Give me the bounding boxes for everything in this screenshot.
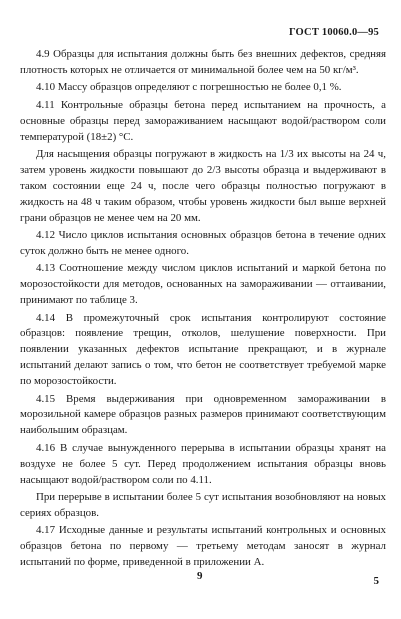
paragraph-4-15: 4.15 Время выдерживания при одновременном замораживании в морозильной камере образцов разных размеров принимают соответствующим наибольшим образцам.	[20, 392, 386, 437]
paragraph-4-13: 4.13 Соотношение между числом циклов испытаний и маркой бетона по морозостойкости для методов, основанных на замораживании — оттаивании, принимают по таблице 3.	[20, 262, 386, 307]
page-number-center: 9	[197, 570, 203, 582]
document-body	[20, 47, 386, 571]
paragraph-4-10: 4.10 Массу образцов определяют с погрешностью не более 0,1 %.	[36, 81, 342, 94]
page-number-right: 5	[373, 575, 379, 587]
paragraph-saturation: Для насыщения образцы погружают в жидкость на 1/3 их высоты на 24 ч, затем уровень жидкости повышают до 2/3 высоты образца и выдерживают в таком состоянии еще 24 ч, после чего образцы полностью погружают в жидкость на 48 ч таким образом, чтобы уровень жидкости был выше верхней грани образцов не менее чем на 20 мм.	[20, 147, 386, 224]
paragraph-4-14: 4.14 В промежуточный срок испытания контролируют состояние образцов: появление трещин, отколов, шелушение поверхности. При появлении указанных дефектов испытание прекращают, и в журнале испытаний делают запись о том, что бетон не соответствует требуемой марке по морозостойкости.	[20, 311, 386, 388]
paragraph-4-17: 4.17 Исходные данные и результаты испытаний контрольных и основных образцов бетона по первому — третьему методам заносят в журнал испытаний по форме, приведенной в приложении А.	[20, 524, 386, 569]
paragraph-4-12: 4.12 Число циклов испытания основных образцов бетона в течение одних суток должно быть не менее одного.	[20, 228, 386, 257]
paragraph-4-9: 4.9 Образцы для испытания должны быть без внешних дефектов, средняя плотность которых не отличается от минимальной более чем на 50 кг/м³.	[20, 48, 386, 76]
standard-header: ГОСТ 10060.0—95	[288, 27, 379, 38]
paragraph-4-11: 4.11 Контрольные образцы бетона перед испытанием на прочность, а основные образцы перед замораживанием насыщают водой/раствором соли температурой (18±2) °С.	[20, 98, 386, 143]
paragraph-4-16: 4.16 В случае вынужденного перерыва в испытании образцы хранят на воздухе не более 5 сут. Перед продолжением испытания образцы вновь насыщают водой/раствором соли по 4.11.	[20, 441, 386, 486]
paragraph-break-resume: При перерыве в испытании более 5 сут испытания возобновляют на новых сериях образцов.	[20, 490, 386, 519]
